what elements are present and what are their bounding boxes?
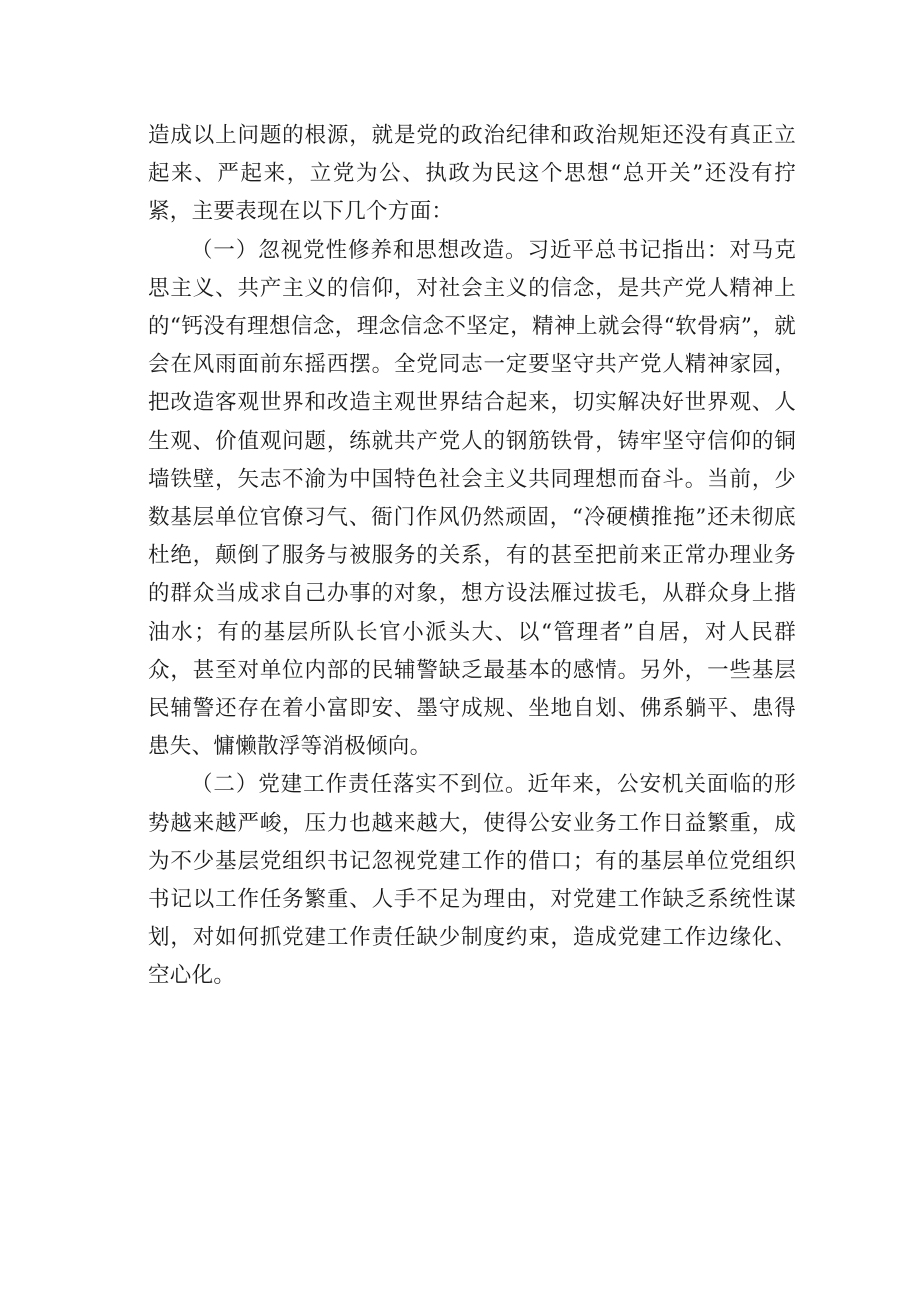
paragraph-intro: 造成以上问题的根源，就是党的政治纪律和政治规矩还没有真正立起来、严起来，立党为公、执政为民这个思想“总开关”还没有拧紧，主要表现在以下几个方面： <box>148 123 796 225</box>
document-body <box>148 117 796 996</box>
paragraph-section-2: （二）党建工作责任落实不到位。近年来，公安机关面临的形势越来越严峻，压力也越来越大，使得公安业务工作日益繁重，成为不少基层党组织书记忽视党建工作的借口；有的基层单位党组织书记以工作任务繁重、人手不足为理由，对党建工作缺乏系统性谋划，对如何抓党建工作责任缺少制度约束，造成党建工作边缘化、空心化。 <box>148 772 796 989</box>
paragraph-section-1: （一）忽视党性修养和思想改造。习近平总书记指出：对马克思主义、共产主义的信仰，对社会主义的信念，是共产党人精神上的“钙没有理想信念，理念信念不坚定，精神上就会得“软骨病”，就会在风雨面前东摇西摆。全党同志一定要坚守共产党人精神家园，把改造客观世界和改造主观世界结合起来，切实解决好世界观、人生观、价值观问题，练就共产党人的钢筋铁骨，铸牢坚守信仰的铜墙铁壁，矢志不渝为中国特色社会主义共同理想而奋斗。当前，少数基层单位官僚习气、衙门作风仍然顽固，“冷硬横推拖”还未彻底杜绝，颠倒了服务与被服务的关系，有的甚至把前来正常办理业务的群众当成求自己办事的对象，想方设法雁过拔毛，从群众身上揩油水；有的基层所队长官小派头大、以“管理者”自居，对人民群众，甚至对单位内部的民辅警缺乏最基本的感情。另外，一些基层民辅警还存在着小富即安、墨守成规、坐地自划、佛系躺平、患得患失、慵懒散浮等消极倾向。 <box>148 237 796 760</box>
